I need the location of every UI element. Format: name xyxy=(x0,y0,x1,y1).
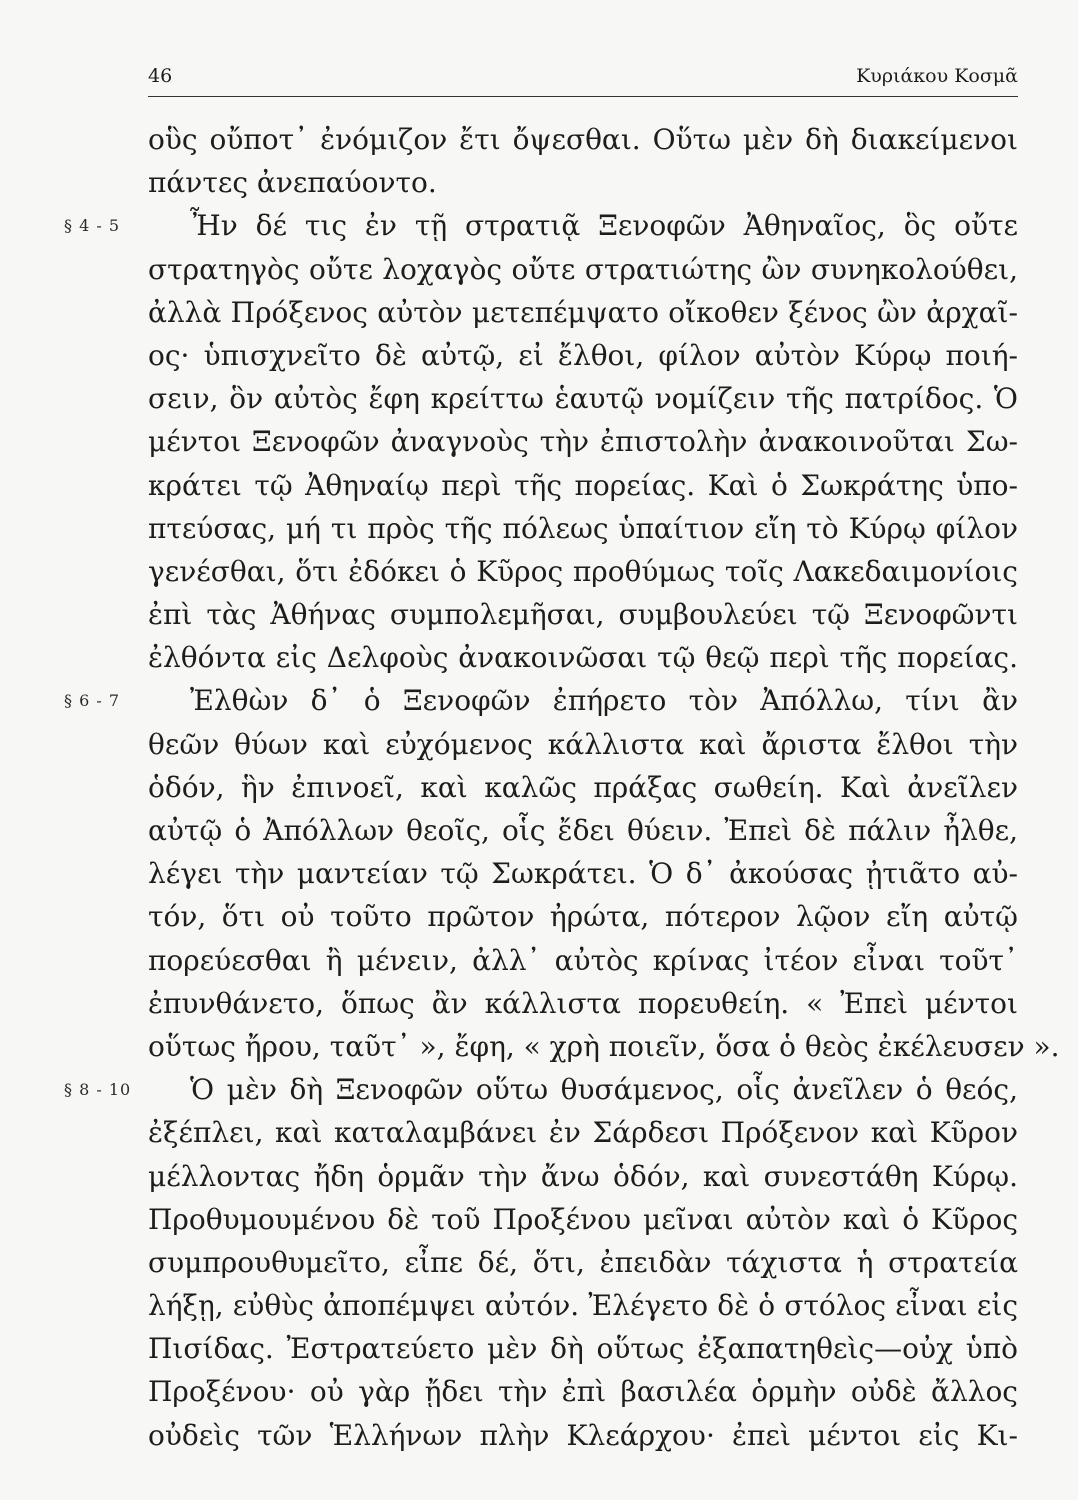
text-line: γενέσθαι, ὅτι ἐδόκει ὁ Κῦρος προθύμως τοῖς Λακεδαιμονίοις xyxy=(148,554,1018,588)
running-head: Κυριάκου Κοσμᾶ xyxy=(856,65,1018,87)
text-line: οὓς οὔποτ᾽ ἐνόμιζον ἔτι ὄψεσθαι. Οὕτω μὲν δὴ διακείμενοι xyxy=(148,123,1018,156)
text-line: τόν, ὅτι οὐ τοῦτο πρῶτον ἠρώτα, πότερον λῷον εἴη αὐτῷ xyxy=(148,900,1018,934)
text-line: συμπρουθυμεῖτο, εἶπε δέ, ὅτι, ἐπειδὰν τάχιστα ἡ στρατεία xyxy=(148,1245,1018,1279)
text-line: Πισίδας. Ἐστρατεύετο μὲν δὴ οὕτως ἐξαπατηθεὶς—οὐχ ὑπὸ xyxy=(148,1332,1018,1366)
text-line: κράτει τῷ Ἀθηναίῳ περὶ τῆς πορείας. Καὶ ὁ Σωκράτης ὑπο- xyxy=(148,468,1018,502)
text-line: ἐπυνθάνετο, ὅπως ἂν κάλλιστα πορευθείη. « Ἐπεὶ μέντοι xyxy=(148,986,1018,1020)
text-line: πορεύεσθαι ἢ μένειν, ἀλλ᾽ αὐτὸς κρίνας ἰτέον εἶναι τοῦτ᾽ xyxy=(148,943,1018,977)
text-line: ἐπὶ τὰς Ἀθήνας συμπολεμῆσαι, συμβουλεύει τῷ Ξενοφῶντι xyxy=(148,598,1018,632)
header-rule xyxy=(148,96,1018,97)
text-line: μέντοι Ξενοφῶν ἀναγνοὺς τὴν ἐπιστολὴν ἀνακοινοῦται Σω- xyxy=(148,425,1018,459)
text-line: οὐδεὶς τῶν Ἑλλήνων πλὴν Κλεάρχου· ἐπεὶ μέντοι εἰς Κι- xyxy=(148,1418,1018,1452)
body-text xyxy=(64,118,1060,1457)
text-line: ἐξέπλει, καὶ καταλαμβάνει ἐν Σάρδεσι Πρόξενον καὶ Κῦρον xyxy=(148,1116,1018,1150)
text-line: ος· ὑπισχνεῖτο δὲ αὐτῷ, εἰ ἔλθοι, φίλον αὐτὸν Κύρῳ ποιή- xyxy=(148,338,1018,372)
text-line: ὁδόν, ἣν ἐπινοεῖ, καὶ καλῶς πράξας σωθείη. Καὶ ἀνεῖλεν xyxy=(148,770,1018,804)
text-line: θεῶν θύων καὶ εὐχόμενος κάλλιστα καὶ ἄριστα ἔλθοι τὴν xyxy=(148,727,1018,761)
text-line: στρατηγὸς οὔτε λοχαγὸς οὔτε στρατιώτης ὢν συνηκολούθει, xyxy=(148,252,1018,286)
text-line: § 4 - 5 Ἦν δέ τις ἐν τῇ στρατιᾷ Ξενοφῶν Ἀθηναῖος, ὃς οὔτε xyxy=(148,204,1018,247)
text-line: ἐλθόντα εἰς Δελφοὺς ἀνακοινῶσαι τῷ θεῷ περὶ τῆς πορείας. xyxy=(148,641,1018,675)
text-line: § 6 - 7 Ἐλθὼν δ᾽ ὁ Ξενοφῶν ἐπήρετο τὸν Ἀπόλλω, τίνι ἂν xyxy=(148,679,1018,722)
text-line: Προξένου· οὐ γὰρ ᾔδει τὴν ἐπὶ βασιλέα ὁρμὴν οὐδὲ ἄλλος xyxy=(148,1375,1018,1409)
text-line: Προθυμουμένου δὲ τοῦ Προξένου μεῖναι αὐτὸν καὶ ὁ Κῦρος xyxy=(148,1202,1018,1236)
text-line: ἀλλὰ Πρόξενος αὐτὸν μετεπέμψατο οἴκοθεν ξένος ὢν ἀρχαῖ- xyxy=(148,295,1018,329)
page-number: 46 xyxy=(148,65,173,87)
text-line: λέγει τὴν μαντείαν τῷ Σωκράτει. Ὁ δ᾽ ἀκούσας ᾐτιᾶτο αὐ- xyxy=(148,857,1018,891)
text-line: § 8 - 10 Ὁ μὲν δὴ Ξενοφῶν οὕτω θυσάμενος, οἷς ἀνεῖλεν ὁ θεός, xyxy=(148,1068,1018,1111)
section-marker: § 8 - 10 xyxy=(64,1080,132,1100)
section-marker: § 4 - 5 xyxy=(64,216,121,236)
text-line: οὕτως ἤρου, ταῦτ᾽ », ἔφη, « χρὴ ποιεῖν, ὅσα ὁ θεὸς ἐκέλευσεν ». xyxy=(148,1029,1060,1063)
section-marker: § 6 - 7 xyxy=(64,691,121,711)
text-line: μέλλοντας ἤδη ὁρμᾶν τὴν ἄνω ὁδόν, καὶ συνεστάθη Κύρῳ. xyxy=(148,1159,1018,1193)
text-line: πτεύσας, μή τι πρὸς τῆς πόλεως ὑπαίτιον εἴη τὸ Κύρῳ φίλον xyxy=(148,511,1018,545)
text-line: λήξῃ, εὐθὺς ἀποπέμψει αὐτόν. Ἐλέγετο δὲ ὁ στόλος εἶναι εἰς xyxy=(148,1289,1018,1323)
text-line: σειν, ὃν αὐτὸς ἔφη κρείττω ἑαυτῷ νομίζειν τῆς πατρίδος. Ὁ xyxy=(148,382,1018,416)
page-header xyxy=(148,64,1018,94)
text-line: πάντες ἀνεπαύοντο. xyxy=(148,166,437,200)
text-line: αὐτῷ ὁ Ἀπόλλων θεοῖς, οἷς ἔδει θύειν. Ἐπεὶ δὲ πάλιν ἦλθε, xyxy=(148,814,1018,847)
